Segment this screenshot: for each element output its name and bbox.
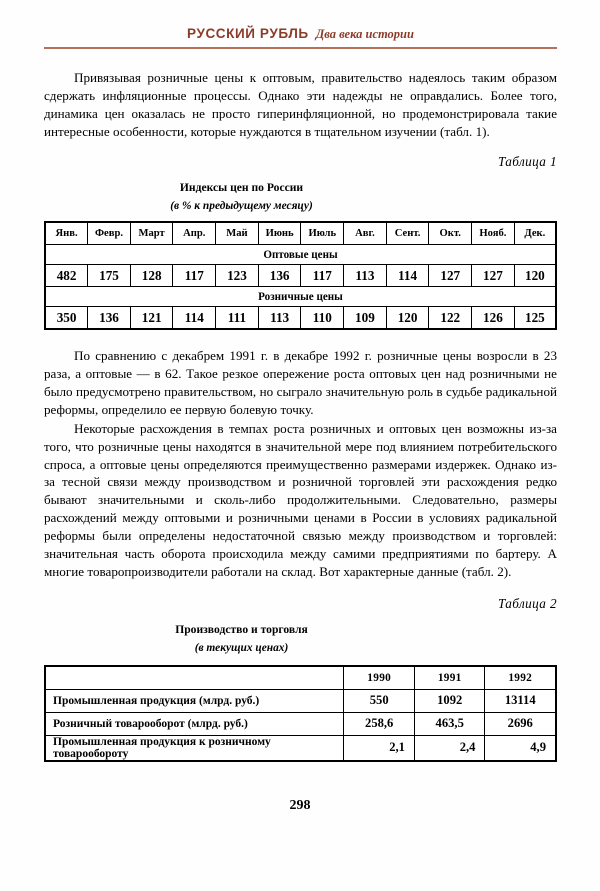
table1-cell: 122 xyxy=(429,307,472,330)
table1-section-row xyxy=(45,245,556,265)
table1-cell: 109 xyxy=(344,307,387,330)
table1-data-row xyxy=(45,307,556,330)
table1-month-header: Дек. xyxy=(514,222,556,245)
table2-year-header: 1991 xyxy=(414,666,485,690)
running-head xyxy=(44,0,557,42)
table1-cell: 127 xyxy=(472,265,515,287)
table1-cell: 114 xyxy=(386,265,429,287)
table1-cell: 482 xyxy=(45,265,88,287)
table2-cell: 550 xyxy=(344,689,415,712)
table1-header-row xyxy=(45,222,556,245)
table1-cell: 126 xyxy=(472,307,515,330)
table2-row-label: Промышленная продукция к розничному товарообороту xyxy=(45,735,344,761)
table1-month-header: Сент. xyxy=(386,222,429,245)
table1-cell: 136 xyxy=(88,307,131,330)
table1-cell: 136 xyxy=(258,265,301,287)
paragraph-2: По сравнению с декабрем 1991 г. в декабре 1992 г. розничные цены возросли в 23 раза, а оптовые — в 62. Такое резкое опережение роста оптовых цен над розничными не было предусмотрено правительством, но сыграло значительную роль в судьбе радикальной реформы, определило ее первую болевую точку. xyxy=(44,348,557,418)
table2-year-header: 1992 xyxy=(485,666,556,690)
table1-cell: 114 xyxy=(173,307,216,330)
table2-row-label: Розничный товарооборот (млрд. руб.) xyxy=(45,712,344,735)
table1-cell: 127 xyxy=(429,265,472,287)
table2-cell: 2696 xyxy=(485,712,556,735)
table1-title: Индексы цен по России xyxy=(179,181,304,195)
running-head-rule xyxy=(44,47,557,49)
table1-section-label: Оптовые цены xyxy=(45,245,556,265)
table1-month-header: Апр. xyxy=(173,222,216,245)
paragraph-1: Привязывая розничные цены к оптовым, правительство надеялось таким образом сдержать инфляционные процессы. Однако эти надежды не оправдались. Более того, динамика цен оказалась не просто гиперинфляционной, но продемонстрировала такие интересные особенности, которые нуждаются в тщательном изучении (табл. 1). xyxy=(44,70,557,139)
page-content xyxy=(44,0,557,762)
table1-cell: 117 xyxy=(173,265,216,287)
paragraph-3: Некоторые расхождения в темпах роста розничных и оптовых цен возможны из-за того, что розничные цены находятся в значительной мере под влиянием потребительского спроса, а оптовые цены определяются преимущественно размерами издержек. Однако из-за тесной связи между производством и розничной торговлей эти расхождения редко бывают значительными и сколь-либо продолжительными. Следовательно, размеры расхождений между оптовыми и розничными ценами в России в условиях радикальной реформы были определены недостаточной связью между производством и торговлей: значительная часть оборота происходила между самими предприятиями по бартеру. А многие товаропроизводители работали на склад. Вот характерные данные (табл. 2). xyxy=(44,420,557,579)
price-index-table xyxy=(44,221,557,330)
table1-cell: 110 xyxy=(301,307,344,330)
table1-cell: 175 xyxy=(88,265,131,287)
table2-cell: 2,4 xyxy=(414,735,485,761)
page-number: 298 xyxy=(289,798,311,813)
table1-month-header: Июль xyxy=(301,222,344,245)
table1-cell: 121 xyxy=(130,307,173,330)
table2-row xyxy=(45,712,556,735)
table1-month-header: Май xyxy=(216,222,259,245)
table1-month-header: Окт. xyxy=(429,222,472,245)
table2-year-header: 1990 xyxy=(344,666,415,690)
table1-cell: 125 xyxy=(514,307,556,330)
table1-month-header: Февр. xyxy=(88,222,131,245)
table1-cell: 120 xyxy=(386,307,429,330)
table1-subtitle: (в % к предыдущему месяцу) xyxy=(170,200,313,213)
table2-header-row xyxy=(45,666,556,690)
table1-data-row xyxy=(45,265,556,287)
table2-row xyxy=(45,689,556,712)
table2-cell: 2,1 xyxy=(344,735,415,761)
table2-cell: 1092 xyxy=(414,689,485,712)
table2-cell: 463,5 xyxy=(414,712,485,735)
table2-wrapper xyxy=(44,665,557,762)
table1-cell: 113 xyxy=(344,265,387,287)
table2-row xyxy=(45,735,556,761)
table1-month-header: Янв. xyxy=(45,222,88,245)
table2-number: Таблица 2 xyxy=(498,595,557,611)
table2-subtitle: (в текущих ценах) xyxy=(194,641,289,654)
production-trade-table xyxy=(44,665,557,762)
table1-cell: 117 xyxy=(301,265,344,287)
table1-cell: 123 xyxy=(216,265,259,287)
running-head-subtitle: Два века истории xyxy=(315,27,414,41)
table1-section-row xyxy=(45,287,556,307)
table1-wrapper xyxy=(44,221,557,330)
table2-title: Производство и торговля xyxy=(175,622,308,636)
table1-cell: 120 xyxy=(514,265,556,287)
table1-month-header: Март xyxy=(130,222,173,245)
running-head-title: РУССКИЙ РУБЛЬ xyxy=(187,26,309,41)
table1-number: Таблица 1 xyxy=(498,154,557,170)
table1-month-header: Июнь xyxy=(258,222,301,245)
table1-month-header: Авг. xyxy=(344,222,387,245)
table2-cell: 4,9 xyxy=(485,735,556,761)
table1-cell: 113 xyxy=(258,307,301,330)
table2-corner-cell xyxy=(45,666,344,690)
table2-cell: 13114 xyxy=(485,689,556,712)
table1-cell: 111 xyxy=(216,307,259,330)
table1-cell: 350 xyxy=(45,307,88,330)
table2-cell: 258,6 xyxy=(344,712,415,735)
table2-row-label: Промышленная продукция (млрд. руб.) xyxy=(45,689,344,712)
table1-section-label: Розничные цены xyxy=(45,287,556,307)
table1-cell: 128 xyxy=(130,265,173,287)
table1-month-header: Нояб. xyxy=(472,222,515,245)
